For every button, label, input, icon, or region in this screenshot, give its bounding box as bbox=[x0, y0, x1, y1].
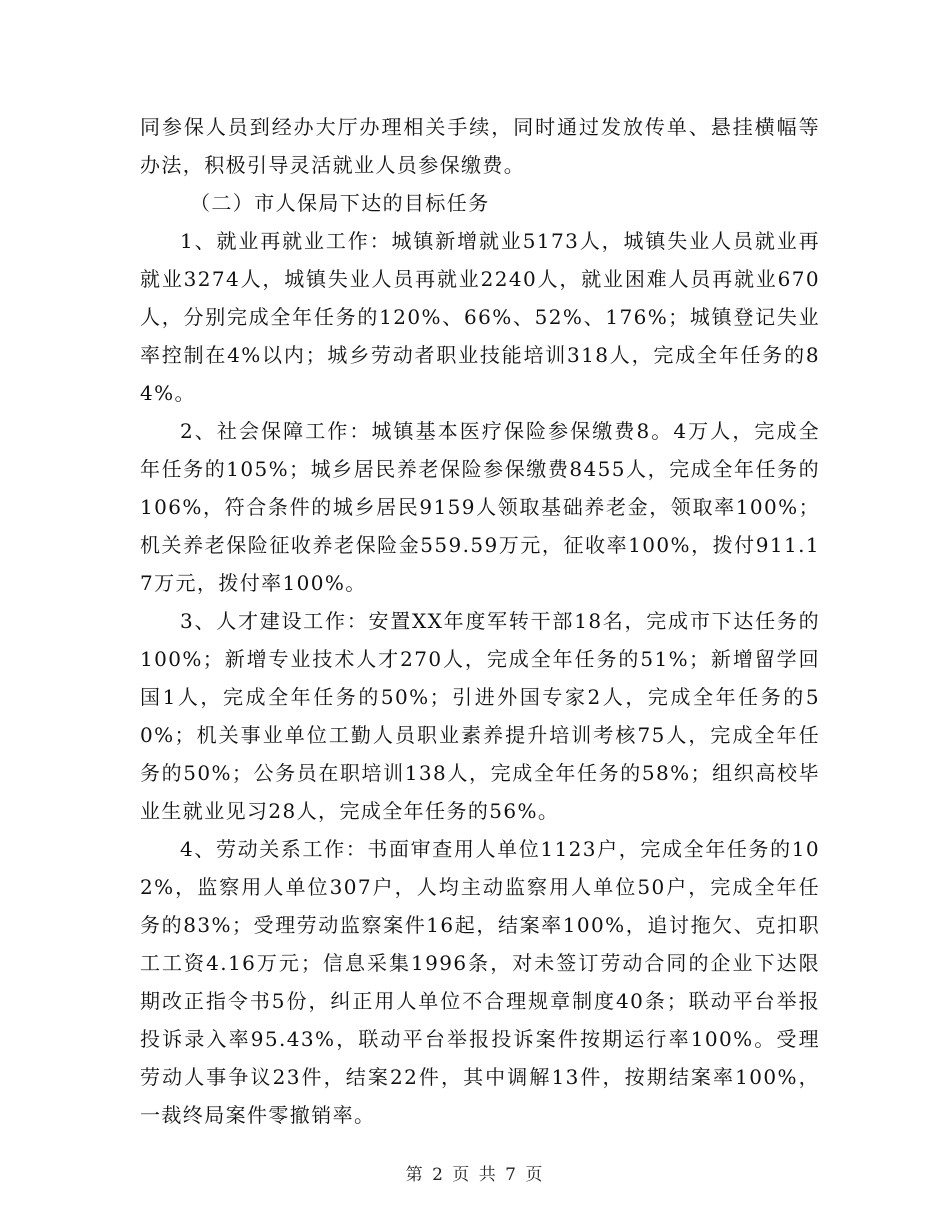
paragraph-social-security: 2、社会保障工作：城镇基本医疗保险参保缴费8。4万人，完成全年任务的105%；城乡居民养老保险参保缴费8455人，完成全年任务的106%，符合条件的城乡居民9159人领取基础养老金，领取率100%；机关养老保险征收养老保险金559.59万元，征收率100%，拨付911.17万元，拨付率100%。 bbox=[140, 419, 820, 595]
paragraph-talent: 3、人才建设工作：安置XX年度军转干部18名，完成市下达任务的100%；新增专业技术人才270人，完成全年任务的51%；新增留学回国1人，完成全年任务的50%；引进外国专家2人，完成全年任务的50%；机关事业单位工勤人员职业素养提升培训考核75人，完成全年任务的50%；公务员在职培训138人，完成全年任务的58%；组织高校毕业生就业见习28人，完成全年任务的56%。 bbox=[140, 609, 820, 823]
paragraph-labor-relations: 4、劳动关系工作：书面审查用人单位1123户，完成全年任务的102%，监察用人单位307户，人均主动监察用人单位50户，完成全年任务的83%；受理劳动监察案件16起，结案率100%，追讨拖欠、克扣职工工资4.16万元；信息采集1996条，对未签订劳动合同的企业下达限期改正指令书5份，纠正用人单位不合理规章制度40条；联动平台举报投诉录入率95.43%，联动平台举报投诉案件按期运行率100%。受理劳动人事争议23件，结案22件，其中调解13件，按期结案率100%，一裁终局案件零撤销率。 bbox=[140, 837, 820, 1127]
document-body bbox=[140, 108, 820, 1134]
paragraph-continuation: 同参保人员到经办大厅办理相关手续，同时通过发放传单、悬挂横幅等办法，积极引导灵活就业人员参保缴费。 bbox=[140, 115, 820, 177]
page-number-footer: 第 2 页 共 7 页 bbox=[405, 1165, 545, 1185]
section-heading: （二）市人保局下达的目标任务 bbox=[190, 191, 490, 215]
paragraph-employment: 1、就业再就业工作：城镇新增就业5173人，城镇失业人员就业再就业3274人，城镇失业人员再就业2240人，就业困难人员再就业670人，分别完成全年任务的120%、66%、52%、176%；城镇登记失业率控制在4%以内；城乡劳动者职业技能培训318人，完成全年任务的84%。 bbox=[140, 229, 820, 405]
